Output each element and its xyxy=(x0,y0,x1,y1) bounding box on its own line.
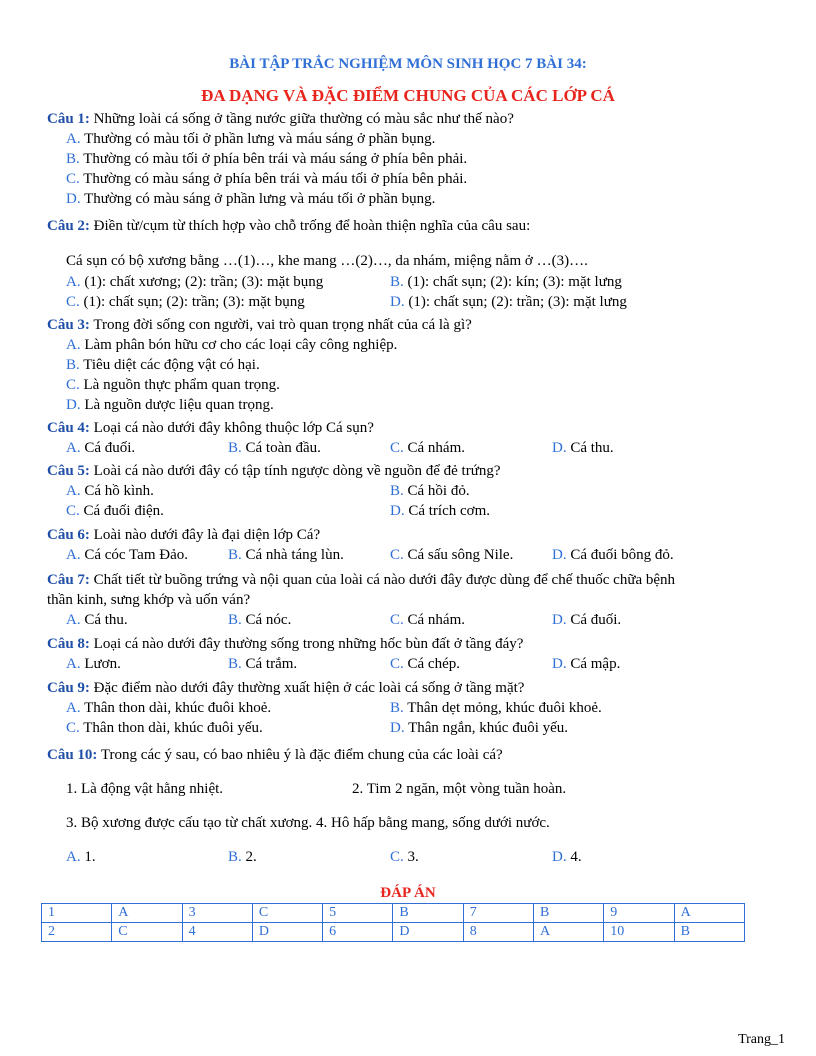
option-text: Cá đuối điện. xyxy=(79,503,164,519)
option-label: A. xyxy=(66,483,81,499)
table-cell: 7 xyxy=(463,904,533,923)
option-4b xyxy=(228,438,321,458)
option-7d xyxy=(552,610,621,630)
option-text: Cá đuối. xyxy=(566,612,622,628)
option-4a xyxy=(66,438,135,458)
option-9c xyxy=(66,718,263,738)
option-8a xyxy=(66,654,121,674)
table-cell: B xyxy=(393,904,463,923)
option-text: Thân thon dài, khúc đuôi khoẻ. xyxy=(80,700,272,716)
table-cell: C xyxy=(112,923,182,942)
option-label: B. xyxy=(228,656,242,672)
option-text: 1. xyxy=(80,849,96,865)
option-1b xyxy=(66,149,467,169)
document-title: BÀI TẬP TRẮC NGHIỆM MÔN SINH HỌC 7 BÀI 34: xyxy=(229,56,587,72)
option-8d xyxy=(552,654,620,674)
option-label: D. xyxy=(552,656,567,672)
question-1 xyxy=(47,109,514,129)
option-label: B. xyxy=(228,849,242,865)
option-1d xyxy=(66,189,435,209)
option-label: B. xyxy=(390,483,404,499)
answer-key-table xyxy=(41,903,745,942)
option-1c xyxy=(66,169,467,189)
question-text: Loại cá nào dưới đây không thuộc lớp Cá sụn? xyxy=(89,420,374,436)
table-cell: 8 xyxy=(463,923,533,942)
option-text: Thân thon dài, khúc đuôi yếu. xyxy=(79,720,263,736)
option-8c xyxy=(390,654,460,674)
option-5c xyxy=(66,501,164,521)
option-label: A. xyxy=(66,440,81,456)
option-7c xyxy=(390,610,465,630)
option-label: C. xyxy=(66,503,80,519)
question-number: Câu 5: xyxy=(47,463,90,479)
option-label: C. xyxy=(390,849,404,865)
option-text: Thường có màu sáng ở phần lưng và máu tối ở phần bụng. xyxy=(80,191,436,207)
option-text: Thường có màu sáng ở phía bên trái và máu tối ở phía bên phải. xyxy=(79,171,468,187)
option-6c xyxy=(390,545,513,565)
option-text: Cá mập. xyxy=(566,656,621,672)
statement-1: 1. Là động vật hằng nhiệt. xyxy=(66,781,224,797)
option-text: Cá nóc. xyxy=(241,612,292,628)
option-label: D. xyxy=(390,294,405,310)
option-text: Cá sấu sông Nile. xyxy=(403,547,514,563)
question-8 xyxy=(47,634,523,654)
option-label: B. xyxy=(390,700,404,716)
option-label: B. xyxy=(66,357,80,373)
option-5d xyxy=(390,501,490,521)
question-text: Loại cá nào dưới đây thường sống trong những hốc bùn đất ở tầng đáy? xyxy=(89,636,524,652)
option-label: D. xyxy=(66,397,81,413)
option-label: D. xyxy=(552,612,567,628)
option-label: D. xyxy=(552,849,567,865)
question-number: Câu 7: xyxy=(47,572,90,588)
option-text: Cá cóc Tam Đảo. xyxy=(80,547,188,563)
option-3b xyxy=(66,355,260,375)
option-9b xyxy=(390,698,602,718)
option-6a xyxy=(66,545,188,565)
question-5 xyxy=(47,461,500,481)
option-text: Thân ngắn, khúc đuôi yếu. xyxy=(404,720,569,736)
question-9 xyxy=(47,678,524,698)
option-10c xyxy=(390,847,419,867)
option-label: A. xyxy=(66,612,81,628)
option-label: C. xyxy=(66,171,80,187)
question-number: Câu 10: xyxy=(47,747,98,763)
question-10 xyxy=(47,745,503,765)
question-text: Đặc điểm nào dưới đây thường xuất hiện ở các loài cá sống ở tầng mặt? xyxy=(89,680,525,696)
option-7a xyxy=(66,610,128,630)
option-text: (1): chất xương; (2): trần; (3): mặt bụng xyxy=(80,274,324,290)
question-4 xyxy=(47,418,374,438)
option-text: Cá chép. xyxy=(403,656,460,672)
option-label: A. xyxy=(66,700,81,716)
option-text: Cá đuối bông đỏ. xyxy=(566,547,674,563)
question-number: Câu 1: xyxy=(47,111,90,127)
option-label: C. xyxy=(66,720,80,736)
option-text: Tiêu diệt các động vật có hại. xyxy=(79,357,260,373)
table-cell: C xyxy=(252,904,322,923)
option-text: (1): chất sụn; (2): trần; (3): mặt lưng xyxy=(404,294,627,310)
table-cell: 9 xyxy=(604,904,674,923)
option-label: C. xyxy=(66,377,80,393)
option-10b xyxy=(228,847,257,867)
option-text: Cá nhà táng lùn. xyxy=(241,547,344,563)
option-label: A. xyxy=(66,337,81,353)
question-text: Trong các ý sau, có bao nhiêu ý là đặc điểm chung của các loài cá? xyxy=(97,747,503,763)
question-number: Câu 9: xyxy=(47,680,90,696)
option-2b xyxy=(390,272,622,292)
table-cell: A xyxy=(112,904,182,923)
option-text: Thân dẹt mỏng, khúc đuôi khoẻ. xyxy=(403,700,602,716)
option-text: (1): chất sụn; (2): trần; (3): mặt bụng xyxy=(79,294,305,310)
option-text: 3. xyxy=(403,849,419,865)
option-label: D. xyxy=(552,547,567,563)
question-number: Câu 3: xyxy=(47,317,90,333)
option-4c xyxy=(390,438,465,458)
option-2d xyxy=(390,292,627,312)
option-10a xyxy=(66,847,96,867)
option-label: D. xyxy=(390,503,405,519)
option-9a xyxy=(66,698,271,718)
question-7-continued: thần kinh, sưng khớp và uốn ván? xyxy=(47,592,251,608)
option-2c xyxy=(66,292,305,312)
option-text: Cá toàn đầu. xyxy=(241,440,321,456)
option-text: Lươn. xyxy=(80,656,121,672)
question-6 xyxy=(47,525,320,545)
option-6b xyxy=(228,545,344,565)
statement-2: 2. Tim 2 ngăn, một vòng tuần hoàn. xyxy=(352,781,567,797)
option-text: Cá trắm. xyxy=(241,656,298,672)
option-text: Thường có màu tối ở phía bên trái và máu sáng ở phía bên phải. xyxy=(79,151,468,167)
option-text: (1): chất sụn; (2): kín; (3): mặt lưng xyxy=(403,274,622,290)
option-text: Thường có màu tối ở phần lưng và máu sáng ở phần bụng. xyxy=(80,131,436,147)
option-8b xyxy=(228,654,297,674)
option-label: D. xyxy=(390,720,405,736)
table-cell: 10 xyxy=(604,923,674,942)
question-text: Loài cá nào dưới đây có tập tính ngược dòng về nguồn để đẻ trứng? xyxy=(89,463,501,479)
option-text: Cá hồ kình. xyxy=(80,483,154,499)
option-label: C. xyxy=(390,440,404,456)
table-cell: A xyxy=(674,904,744,923)
answer-key-title: ĐÁP ÁN xyxy=(380,885,436,901)
option-3c xyxy=(66,375,280,395)
question-number: Câu 6: xyxy=(47,527,90,543)
fill-in-sentence: Cá sụn có bộ xương bằng …(1)…, khe mang …(2)…, da nhám, miệng nằm ở …(3)…. xyxy=(66,253,588,269)
option-label: B. xyxy=(390,274,404,290)
table-cell: 1 xyxy=(42,904,112,923)
option-label: B. xyxy=(228,612,242,628)
question-number: Câu 4: xyxy=(47,420,90,436)
question-text: Chất tiết từ buồng trứng và nội quan của loài cá nào dưới đây được dùng để chế thuốc chữa bệnh xyxy=(89,572,676,588)
option-label: B. xyxy=(66,151,80,167)
question-text: Điền từ/cụm từ thích hợp vào chỗ trống để hoàn thiện nghĩa của câu sau: xyxy=(89,218,531,234)
document-subtitle: ĐA DẠNG VÀ ĐẶC ĐIỂM CHUNG CỦA CÁC LỚP CÁ xyxy=(201,86,615,105)
option-3a xyxy=(66,335,397,355)
option-label: A. xyxy=(66,547,81,563)
table-cell: B xyxy=(533,904,603,923)
question-number: Câu 2: xyxy=(47,218,90,234)
option-label: B. xyxy=(228,440,242,456)
table-row xyxy=(42,904,745,923)
option-text: Cá thu. xyxy=(566,440,614,456)
option-text: Cá thu. xyxy=(80,612,128,628)
option-text: 4. xyxy=(566,849,582,865)
statement-3-4: 3. Bộ xương được cấu tạo từ chất xương. 4. Hô hấp bằng mang, sống dưới nước. xyxy=(66,815,550,831)
option-text: Là nguồn dược liệu quan trọng. xyxy=(80,397,274,413)
option-label: A. xyxy=(66,656,81,672)
option-label: C. xyxy=(390,612,404,628)
table-row xyxy=(42,923,745,942)
table-cell: D xyxy=(393,923,463,942)
option-label: C. xyxy=(66,294,80,310)
table-cell: 4 xyxy=(182,923,252,942)
question-2 xyxy=(47,216,530,236)
option-text: Làm phân bón hữu cơ cho các loại cây công nghiệp. xyxy=(80,337,398,353)
table-cell: 2 xyxy=(42,923,112,942)
option-label: C. xyxy=(390,656,404,672)
option-text: Cá nhám. xyxy=(403,612,466,628)
option-label: A. xyxy=(66,131,81,147)
page-number: Trang_1 xyxy=(738,1032,785,1047)
option-3d xyxy=(66,395,274,415)
option-text: 2. xyxy=(241,849,257,865)
option-10d xyxy=(552,847,582,867)
option-2a xyxy=(66,272,323,292)
option-5a xyxy=(66,481,154,501)
table-cell: D xyxy=(252,923,322,942)
table-cell: 5 xyxy=(323,904,393,923)
table-cell: 6 xyxy=(323,923,393,942)
option-text: Cá nhám. xyxy=(403,440,466,456)
question-text: Loài nào dưới đây là đại diện lớp Cá? xyxy=(89,527,321,543)
question-text: Những loài cá sống ở tầng nước giữa thường có màu sắc như thế nào? xyxy=(89,111,514,127)
table-cell: A xyxy=(533,923,603,942)
option-label: A. xyxy=(66,274,81,290)
option-4d xyxy=(552,438,614,458)
option-label: B. xyxy=(228,547,242,563)
option-9d xyxy=(390,718,568,738)
option-5b xyxy=(390,481,470,501)
question-3 xyxy=(47,315,472,335)
question-text: Trong đời sống con người, vai trò quan trọng nhất của cá là gì? xyxy=(89,317,472,333)
option-1a xyxy=(66,129,435,149)
table-cell: 3 xyxy=(182,904,252,923)
option-text: Là nguồn thực phẩm quan trọng. xyxy=(79,377,280,393)
option-label: D. xyxy=(552,440,567,456)
option-label: A. xyxy=(66,849,81,865)
option-text: Cá trích cơm. xyxy=(404,503,491,519)
option-6d xyxy=(552,545,674,565)
option-text: Cá đuối. xyxy=(80,440,136,456)
option-label: D. xyxy=(66,191,81,207)
option-text: Cá hồi đỏ. xyxy=(403,483,470,499)
question-7 xyxy=(47,570,675,590)
question-number: Câu 8: xyxy=(47,636,90,652)
table-cell: B xyxy=(674,923,744,942)
option-label: C. xyxy=(390,547,404,563)
option-7b xyxy=(228,610,291,630)
